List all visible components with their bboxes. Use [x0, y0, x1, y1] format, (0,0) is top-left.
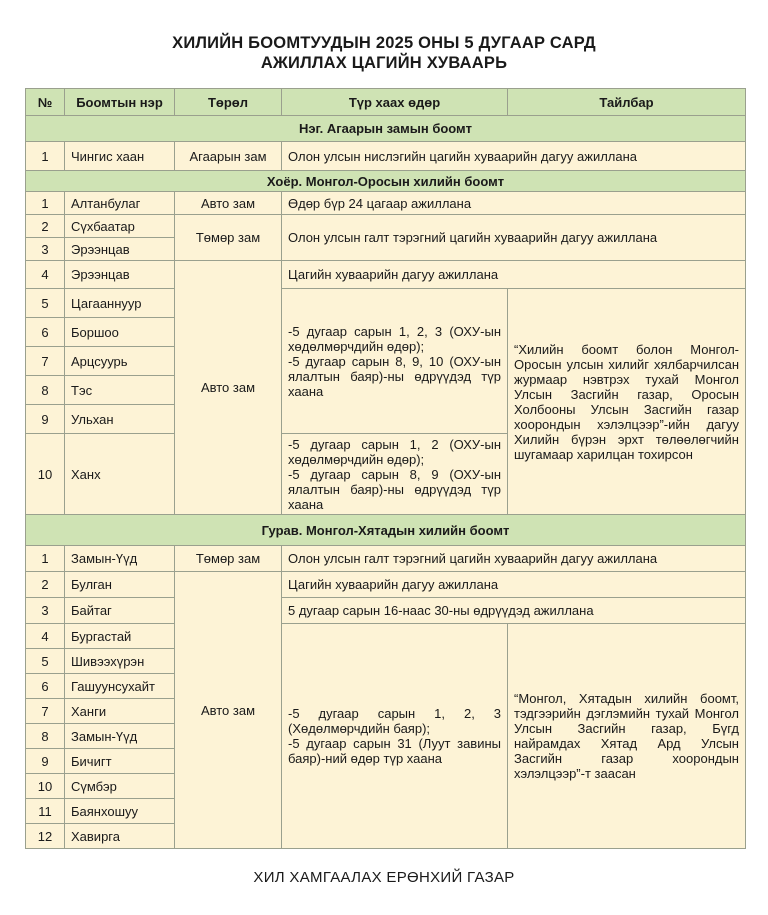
row-num: 6 [26, 674, 65, 699]
section-row [26, 515, 746, 546]
port-name: Хавирга [65, 824, 175, 849]
port-type: Агаарын зам [175, 142, 282, 171]
title-line-1: ХИЛИЙН БООМТУУДЫН 2025 ОНЫ 5 ДУГААР САРД [172, 34, 596, 52]
row-num: 1 [26, 142, 65, 171]
port-name: Бургастай [65, 624, 175, 649]
row-num: 2 [26, 215, 65, 238]
schedule-text: Өдөр бүр 24 цагаар ажиллана [282, 192, 746, 215]
row-num: 12 [26, 824, 65, 849]
row-num: 8 [26, 724, 65, 749]
port-name: Эрээнцав [65, 261, 175, 289]
row-num: 1 [26, 546, 65, 572]
header-type: Төрөл [175, 89, 282, 116]
port-type: Авто зам [175, 572, 282, 849]
table-row [26, 598, 746, 624]
table-row [26, 215, 746, 238]
port-name: Цагааннуур [65, 289, 175, 318]
row-num: 3 [26, 238, 65, 261]
schedule-text: Олон улсын галт тэрэгний цагийн хуваарийн дагуу ажиллана [282, 546, 746, 572]
row-num: 10 [26, 774, 65, 799]
port-name: Боршоо [65, 318, 175, 347]
schedule-text: Олон улсын нислэгийн цагийн хуваарийн дагуу ажиллана [282, 142, 746, 171]
header-note: Тайлбар [508, 89, 746, 116]
row-num: 8 [26, 376, 65, 405]
row-num: 3 [26, 598, 65, 624]
footer-agency: ХИЛ ХАМГААЛАХ ЕРӨНХИЙ ГАЗАР [253, 869, 515, 886]
row-num: 10 [26, 434, 65, 515]
port-name: Баянхошуу [65, 799, 175, 824]
table-row [26, 261, 746, 289]
row-num: 9 [26, 405, 65, 434]
table-row [26, 289, 746, 318]
port-name: Замын-Үүд [65, 546, 175, 572]
table-row [26, 192, 746, 215]
row-num: 11 [26, 799, 65, 824]
row-num: 1 [26, 192, 65, 215]
table-row [26, 624, 746, 649]
table-header-row [26, 89, 746, 116]
port-type: Авто зам [175, 192, 282, 215]
closed-dates: -5 дугаар сарын 1, 2, 3 (Хөдөлмөрчдийн баяр); -5 дугаар сарын 31 (Луут завины баяр)-ний өдөр түр хаана [282, 624, 508, 849]
closed-dates: -5 дугаар сарын 1, 2, 3 (ОХУ-ын хөдөлмөрчдийн өдөр); -5 дугаар сарын 8, 9, 10 (ОХУ-ын ялалтын баяр)-ны өдрүүдэд түр хаана [282, 289, 508, 434]
port-name: Алтанбулаг [65, 192, 175, 215]
port-type: Авто зам [175, 261, 282, 515]
port-name: Гашуунсухайт [65, 674, 175, 699]
schedule-table [25, 88, 746, 849]
port-type: Төмөр зам [175, 215, 282, 261]
header-name: Боомтын нэр [65, 89, 175, 116]
row-num: 5 [26, 289, 65, 318]
note-text: “Монгол, Хятадын хилийн боомт, тэдгээрийн дэглэмийн тухай Монгол Улсын Засгийн газар, Бүгд найрамдах Хятад Ард Улсын Засгийн газар хоорондын хэлэлцээр”-т заасан [508, 624, 746, 849]
schedule-text: 5 дугаар сарын 16-наас 30-ны өдрүүдэд ажиллана [282, 598, 746, 624]
closed-dates: -5 дугаар сарын 1, 2 (ОХУ-ын хөдөлмөрчдийн өдөр); -5 дугаар сарын 8, 9 (ОХУ-ын ялалтын баяр)-ны өдрүүдэд түр хаана [282, 434, 508, 515]
row-num: 2 [26, 572, 65, 598]
section-row [26, 116, 746, 142]
port-name: Шивээхүрэн [65, 649, 175, 674]
row-num: 4 [26, 261, 65, 289]
port-name: Ханги [65, 699, 175, 724]
port-name: Сүмбэр [65, 774, 175, 799]
port-type: Төмөр зам [175, 546, 282, 572]
port-name: Ульхан [65, 405, 175, 434]
table-row [26, 142, 746, 171]
port-name: Тэс [65, 376, 175, 405]
port-name: Ханх [65, 434, 175, 515]
row-num: 7 [26, 347, 65, 376]
table-row [26, 546, 746, 572]
schedule-text: Цагийн хуваарийн дагуу ажиллана [282, 261, 746, 289]
header-closed: Түр хаах өдөр [282, 89, 508, 116]
port-name: Арцсуурь [65, 347, 175, 376]
row-num: 4 [26, 624, 65, 649]
schedule-text: Олон улсын галт тэрэгний цагийн хуваарийн дагуу ажиллана [282, 215, 746, 261]
page-title [0, 33, 768, 73]
schedule-text: Цагийн хуваарийн дагуу ажиллана [282, 572, 746, 598]
row-num: 7 [26, 699, 65, 724]
row-num: 6 [26, 318, 65, 347]
header-num: № [26, 89, 65, 116]
section-title: Хоёр. Монгол-Оросын хилийн боомт [26, 171, 746, 192]
section-title: Гурав. Монгол-Хятадын хилийн боомт [26, 515, 746, 546]
row-num: 5 [26, 649, 65, 674]
port-name: Байтаг [65, 598, 175, 624]
note-text: “Хилийн боомт болон Монгол-Оросын улсын хилийг хялбарчилсан журмаар нэвтрэх тухай Монгол Улсын Засгийн газар, Оросын Холбооны Улсын Засгийн газар хоорондын хэлэлцээр”-ийн дагуу Хилийн бүрэн эрхт төлөөлөгчийн шугамаар харилцан тохирсон [508, 289, 746, 515]
section-title: Нэг. Агаарын замын боомт [26, 116, 746, 142]
port-name: Эрээнцав [65, 238, 175, 261]
title-line-2: АЖИЛЛАХ ЦАГИЙН ХУВААРЬ [260, 54, 508, 72]
port-name: Сүхбаатар [65, 215, 175, 238]
section-row [26, 171, 746, 192]
port-name: Чингис хаан [65, 142, 175, 171]
row-num: 9 [26, 749, 65, 774]
table-row [26, 572, 746, 598]
port-name: Бичигт [65, 749, 175, 774]
port-name: Замын-Үүд [65, 724, 175, 749]
port-name: Булган [65, 572, 175, 598]
